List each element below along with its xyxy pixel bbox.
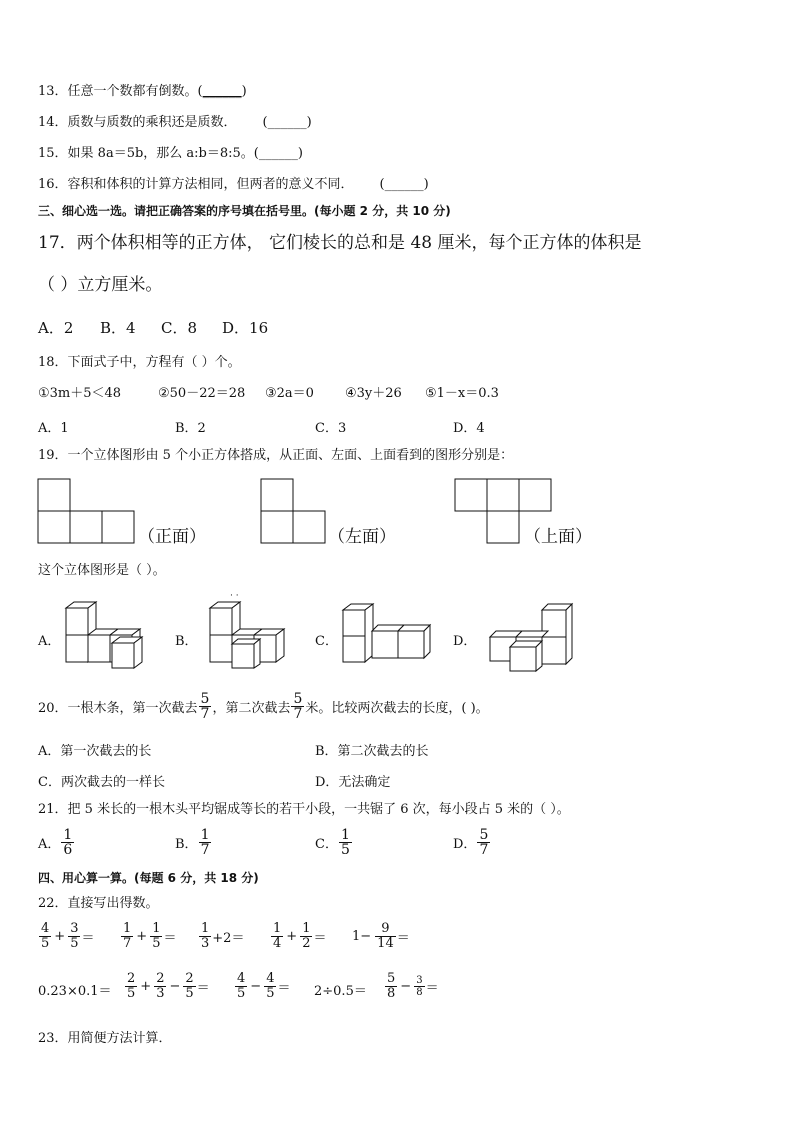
cube-figure-b[interactable] (206, 592, 298, 670)
section-3-heading: 三、细心选一选。请把正确答案的序号填在括号里。(每小题 2 分，共 10 分) (38, 204, 451, 218)
cube-figure-a[interactable] (62, 598, 154, 670)
q18-item-2: ②50－22＝28 (158, 386, 246, 401)
calc-expression-6: 0.23×0.1＝ (38, 984, 112, 999)
left-view-diagram (260, 478, 330, 546)
q17-line2: （ ）立方厘米。 (38, 275, 163, 295)
calc-expression-7: $\frac{2}{5}$ + $\frac{2}{3}$ − $\frac{2}{5}$ ＝ (127, 971, 210, 1001)
q17-option-a[interactable]: A．2 (38, 319, 74, 337)
q18-option-a[interactable]: A．1 (38, 421, 69, 436)
cube-figure-d[interactable] (486, 600, 578, 672)
q21-stem: 21．把 5 米长的一根木头平均锯成等长的若干小段，一共锯了 6 次，每小段占 5 米的（ ）。 (38, 802, 570, 817)
q18-stem: 18．下面式子中，方程有（ ）个。 (38, 355, 241, 370)
cube-figure-c[interactable] (340, 600, 435, 664)
q23-stem: 23．用简便方法计算． (38, 1031, 172, 1046)
q16: 16．容积和体积的计算方法相同，但两者的意义不同． (______) (38, 177, 429, 192)
calc-expression-3: $\frac{1}{3}$ +2＝ (201, 921, 245, 951)
q15: 15．如果 8a＝5b，那么 a:b＝8:5。(______) (38, 146, 303, 161)
q18-item-3: ③2a＝0 (265, 386, 314, 401)
q14: 14．质数与质数的乘积还是质数． (______) (38, 115, 312, 130)
q18-option-d[interactable]: D．4 (453, 421, 485, 436)
q19-option-c[interactable]: C． (315, 634, 338, 649)
q18-option-b[interactable]: B．2 (175, 421, 206, 436)
q17-option-c[interactable]: C．8 (161, 319, 198, 337)
calc-expression-9: 2÷0.5＝ (314, 984, 367, 999)
q18-item-5: ⑤1－x＝0.3 (425, 386, 499, 401)
q13: 13．任意一个数都有倒数。(______) (38, 84, 247, 99)
q17-option-d[interactable]: D．16 (222, 319, 269, 337)
q22-stem: 22．直接写出得数。 (38, 896, 159, 911)
q18-item-4: ④3y＋26 (345, 386, 402, 401)
top-view-label: （上面） (524, 527, 592, 547)
calc-expression-10: $\frac{5}{8}$ − $\frac{3}{8}$ ＝ (387, 971, 439, 1001)
q20-option-b[interactable]: B．第二次截去的长 (315, 744, 429, 759)
q17-option-b[interactable]: B．4 (100, 319, 136, 337)
q20-stem: 20．一根木条，第一次截去 $\frac{5}{7}$ ，第二次截去 $\frac{5}{7}$ 米。比较两次截去的长度，( )。 (38, 691, 489, 722)
q14-blank[interactable]: (______) (262, 115, 312, 130)
q19-option-d[interactable]: D． (453, 634, 477, 649)
q18-item-1: ①3m＋5＜48 (38, 386, 122, 401)
q20-fraction-1: $\frac{5}{7}$ (200, 691, 210, 722)
front-view-diagram (37, 478, 137, 546)
q18-option-c[interactable]: C．3 (315, 421, 347, 436)
q21-option-b[interactable]: B． $\frac{1}{7}$ (175, 827, 210, 858)
q19-option-a[interactable]: A． (38, 634, 61, 649)
section-4-heading: 四、用心算一算。(每题 6 分，共 18 分) (38, 871, 259, 885)
q20-option-c[interactable]: C．两次截去的一样长 (38, 775, 165, 790)
calc-expression-4: $\frac{1}{4}$ + $\frac{1}{2}$ ＝ (273, 921, 327, 951)
left-view-label: （左面） (328, 527, 396, 547)
q16-blank[interactable]: (______) (379, 177, 429, 192)
q21-option-c[interactable]: C． $\frac{1}{5}$ (315, 827, 350, 858)
q19-stem: 19．一个立体图形由 5 个小正方体搭成，从正面、左面、上面看到的图形分别是： (38, 448, 514, 463)
svg-text:· ·: · · (230, 591, 239, 601)
calc-expression-8: $\frac{4}{5}$ − $\frac{4}{5}$ ＝ (237, 971, 291, 1001)
q20-fraction-2: $\frac{5}{7}$ (293, 691, 303, 722)
calc-expression-1: $\frac{4}{5}$ + $\frac{3}{5}$ ＝ (41, 921, 95, 951)
q15-blank[interactable]: ______ (258, 146, 298, 161)
q20-option-a[interactable]: A．第一次截去的长 (38, 744, 152, 759)
q17-line1: 17．两个体积相等的正方体， 它们棱长的总和是 48 厘米，每个正方体的体积是 (38, 233, 642, 253)
calc-expression-5: 1− $\frac{9}{14}$ ＝ (352, 921, 410, 951)
q21-option-d[interactable]: D． $\frac{5}{7}$ (453, 827, 489, 858)
q19-option-b[interactable]: B． (175, 634, 198, 649)
q21-option-a[interactable]: A． $\frac{1}{6}$ (38, 827, 73, 858)
q20-option-d[interactable]: D．无法确定 (315, 775, 391, 790)
q13-blank[interactable]: ______ (202, 84, 242, 99)
front-view-label: （正面） (138, 527, 206, 547)
q19-ask: 这个立体图形是（ ）。 (38, 563, 166, 578)
calc-expression-2: $\frac{1}{7}$ + $\frac{1}{5}$ ＝ (123, 921, 177, 951)
